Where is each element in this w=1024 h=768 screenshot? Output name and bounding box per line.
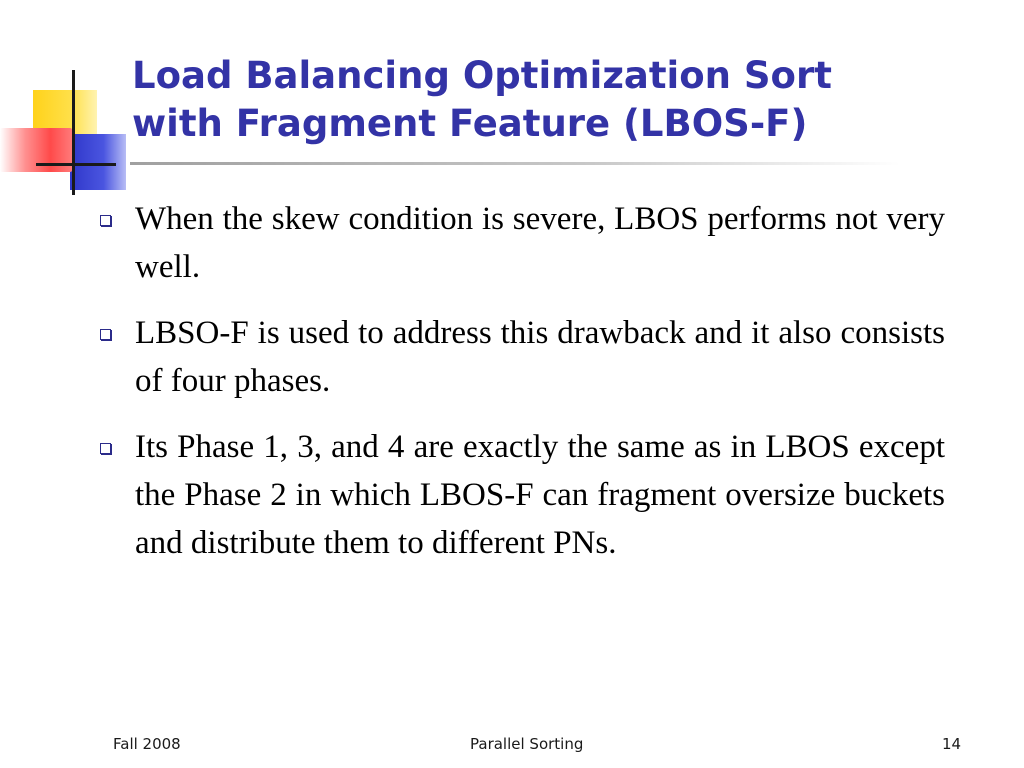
bullet-text: LBSO-F is used to address this drawback and it also consists of four phases. (135, 315, 945, 399)
footer-title: Parallel Sorting (470, 735, 584, 753)
square-bullet-icon (100, 329, 111, 340)
list-item (100, 309, 945, 405)
list-item (100, 195, 945, 291)
logo-blue-square (70, 134, 126, 190)
list-item (100, 423, 945, 567)
logo-horizontal-line (36, 163, 116, 166)
slide-title (132, 52, 952, 148)
slide-title-line-2: with Fragment Feature (LBOS-F) (132, 102, 808, 145)
bullet-list (100, 195, 945, 585)
decorative-logo (0, 70, 130, 195)
footer-date: Fall 2008 (113, 735, 181, 753)
slide-number: 14 (942, 735, 962, 753)
slide-title-line-1: Load Balancing Optimization Sort (132, 54, 832, 97)
logo-vertical-line (72, 70, 75, 195)
title-divider (130, 162, 900, 165)
square-bullet-icon (100, 443, 111, 454)
bullet-text: When the skew condition is severe, LBOS performs not very well. (135, 201, 945, 285)
bullet-text: Its Phase 1, 3, and 4 are exactly the same as in LBOS except the Phase 2 in which LBOS-F can fragment oversize buckets and distribute them to different PNs. (135, 429, 945, 561)
square-bullet-icon (100, 215, 111, 226)
